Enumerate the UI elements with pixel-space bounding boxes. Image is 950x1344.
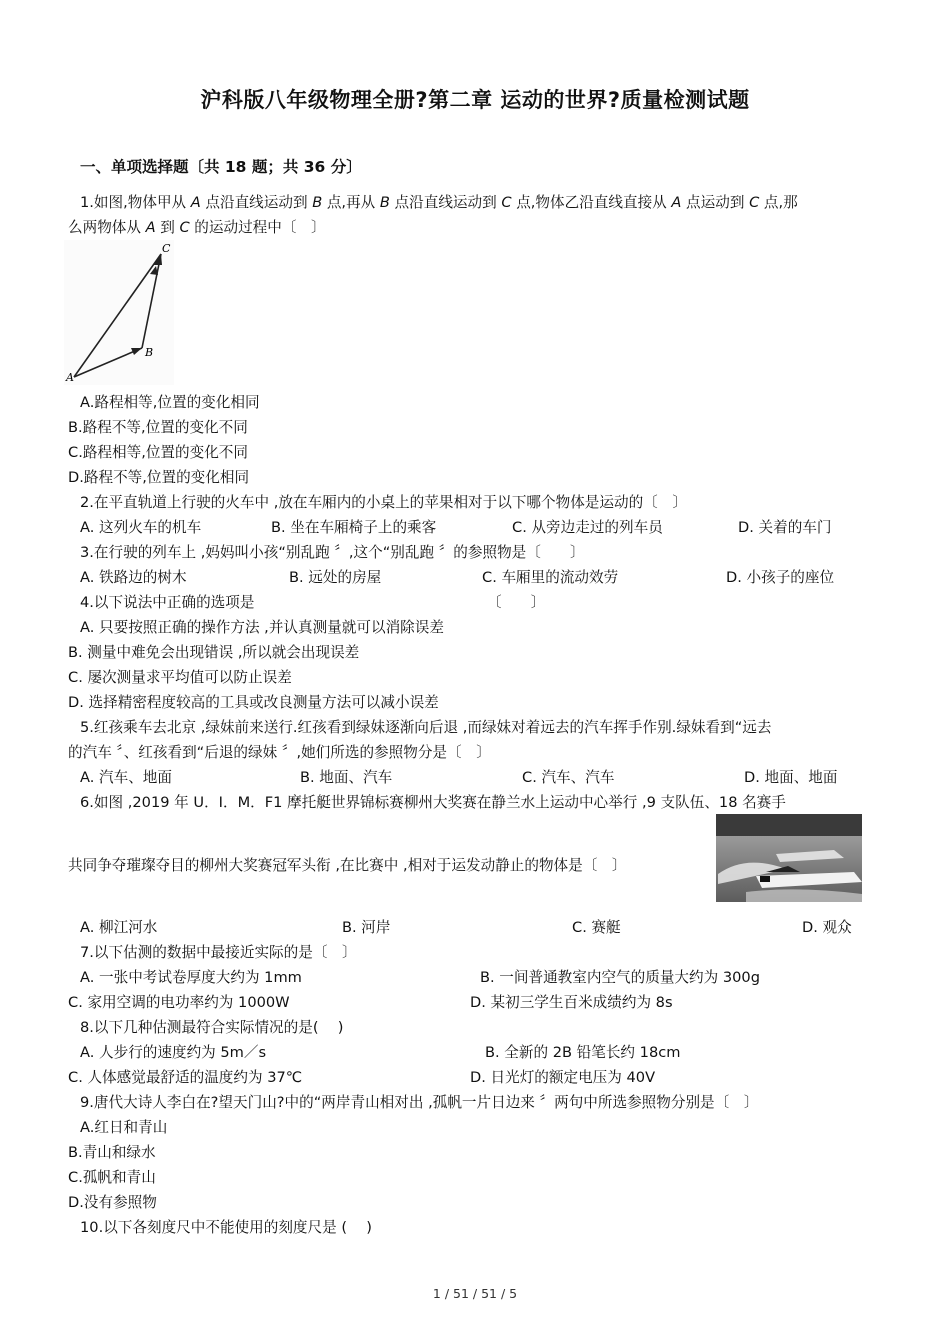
question-4-option-b[interactable]: B. 测量中难免会出现错误 ,所以就会出现误差 bbox=[68, 644, 360, 661]
question-1-line-1: 1.如图,物体甲从 A 点沿直线运动到 B 点,再从 B 点沿直线运动到 C 点,物体乙沿直线直接从 A 点运动到 C 点,那 bbox=[80, 194, 798, 211]
question-2-option-b[interactable]: B. 坐在车厢椅子上的乘客 bbox=[271, 519, 437, 536]
question-1-option-d[interactable]: D.路程不等,位置的变化相同 bbox=[68, 469, 250, 486]
question-4-stem: 4.以下说法中正确的选项是 bbox=[80, 594, 255, 611]
question-5-option-d[interactable]: D. 地面、地面 bbox=[744, 769, 838, 786]
question-9-option-b[interactable]: B.青山和绿水 bbox=[68, 1144, 156, 1161]
question-8-option-a[interactable]: A. 人步行的速度约为 5m／s bbox=[80, 1044, 267, 1061]
question-7-option-d[interactable]: D. 某初三学生百米成绩约为 8s bbox=[470, 994, 673, 1011]
document-title: 沪科版八年级物理全册?第二章 运动的世界?质量检测试题 bbox=[200, 88, 750, 112]
question-6-option-a[interactable]: A. 柳江河水 bbox=[80, 919, 158, 936]
question-6-line-1: 6.如图 ,2019 年 U．I．M．F1 摩托艇世界锦标赛柳州大奖赛在静兰水上运动中心举行 ,9 支队伍、18 名赛手 bbox=[80, 794, 786, 811]
section-heading: 一、单项选择题〔共 18 题；共 36 分〕 bbox=[80, 158, 362, 176]
question-6-option-c[interactable]: C. 赛艇 bbox=[572, 919, 621, 936]
question-9-stem: 9.唐代大诗人李白在?望天门山?中的“两岸青山相对出 ,孤帆一片日边来 〞两句中所选参照物分别是〔 〕 bbox=[80, 1094, 759, 1111]
boat-engine bbox=[760, 876, 770, 882]
question-2-option-a[interactable]: A. 这列火车的机车 bbox=[80, 519, 202, 536]
question-7-option-c[interactable]: C. 家用空调的电功率约为 1000W bbox=[68, 994, 290, 1011]
question-1-option-a[interactable]: A.路程相等,位置的变化相同 bbox=[80, 394, 260, 411]
question-3-stem: 3.在行驶的列车上 ,妈妈叫小孩“别乱跑 〞,这个“别乱跑 〞的参照物是〔 〕 bbox=[80, 544, 585, 561]
question-3-option-a[interactable]: A. 铁路边的树木 bbox=[80, 569, 187, 586]
motion-path-figure bbox=[64, 240, 174, 385]
question-4-option-c[interactable]: C. 屡次测量求平均值可以防止误差 bbox=[68, 669, 292, 686]
question-3-option-b[interactable]: B. 远处的房屋 bbox=[289, 569, 382, 586]
question-5-line-1: 5.红孩乘车去北京 ,绿妹前来送行.红孩看到绿妹逐渐向后退 ,而绿妹对着远去的汽车挥手作别.绿妹看到“远去 bbox=[80, 719, 772, 736]
question-3-option-d[interactable]: D. 小孩子的座位 bbox=[726, 569, 835, 586]
question-6-line-2: 共同争夺璀璨夺目的柳州大奖赛冠军头衔 ,在比赛中 ,相对于运发动静止的物体是〔 〕 bbox=[68, 857, 627, 874]
point-b-label: B bbox=[145, 346, 154, 359]
question-6-option-d[interactable]: D. 观众 bbox=[802, 919, 852, 936]
question-4-option-a[interactable]: A. 只要按照正确的操作方法 ,并认真测量就可以消除误差 bbox=[80, 619, 444, 636]
question-1-option-b[interactable]: B.路程不等,位置的变化不同 bbox=[68, 419, 248, 436]
question-7-stem: 7.以下估测的数据中最接近实际的是〔 〕 bbox=[80, 944, 357, 961]
question-8-option-d[interactable]: D. 日光灯的额定电压为 40V bbox=[470, 1069, 656, 1086]
question-1-option-c[interactable]: C.路程相等,位置的变化不同 bbox=[68, 444, 249, 461]
question-4-option-d[interactable]: D. 选择精密程度较高的工具或改良测量方法可以减小误差 bbox=[68, 694, 439, 711]
question-5-option-c[interactable]: C. 汽车、汽车 bbox=[522, 769, 615, 786]
question-5-option-a[interactable]: A. 汽车、地面 bbox=[80, 769, 172, 786]
question-7-option-b[interactable]: B. 一间普通教室内空气的质量大约为 300g bbox=[480, 969, 760, 986]
question-6-option-b[interactable]: B. 河岸 bbox=[342, 919, 391, 936]
question-8-option-c[interactable]: C. 人体感觉最舒适的温度约为 37℃ bbox=[68, 1069, 303, 1086]
question-4-bracket: 〔 〕 bbox=[487, 594, 546, 611]
question-2-stem: 2.在平直轨道上行驶的火车中 ,放在车厢内的小桌上的苹果相对于以下哪个物体是运动的〔 〕 bbox=[80, 494, 687, 511]
question-7-option-a[interactable]: A. 一张中考试卷厚度大约为 1mm bbox=[80, 969, 302, 986]
question-8-stem: 8.以下几种估测最符合实际情况的是( ) bbox=[80, 1019, 344, 1036]
question-3-option-c[interactable]: C. 车厢里的流动效劳 bbox=[482, 569, 619, 586]
powerboat-race-photo bbox=[716, 814, 862, 902]
page-footer: 1 / 51 / 51 / 5 bbox=[432, 1286, 518, 1301]
question-2-option-c[interactable]: C. 从旁边走过的列车员 bbox=[512, 519, 663, 536]
point-a-label: A bbox=[66, 371, 74, 384]
question-10-stem: 10.以下各刻度尺中不能使用的刻度尺是 ( ) bbox=[80, 1219, 372, 1236]
question-2-option-d[interactable]: D. 关着的车门 bbox=[738, 519, 832, 536]
question-9-option-c[interactable]: C.孤帆和青山 bbox=[68, 1169, 156, 1186]
question-8-option-b[interactable]: B. 全新的 2B 铅笔长约 18cm bbox=[485, 1044, 681, 1061]
question-5-option-b[interactable]: B. 地面、汽车 bbox=[300, 769, 393, 786]
point-c-label: C bbox=[162, 242, 171, 255]
question-9-option-d[interactable]: D.没有参照物 bbox=[68, 1194, 157, 1211]
photo-shoreline bbox=[716, 814, 862, 836]
question-1-line-2: 么两物体从 A 到 C 的运动过程中〔 〕 bbox=[68, 219, 326, 236]
question-5-line-2: 的汽车 〞、红孩看到“后退的绿妹 〞,她们所选的参照物分是〔 〕 bbox=[68, 744, 491, 761]
question-9-option-a[interactable]: A.红日和青山 bbox=[80, 1119, 168, 1136]
